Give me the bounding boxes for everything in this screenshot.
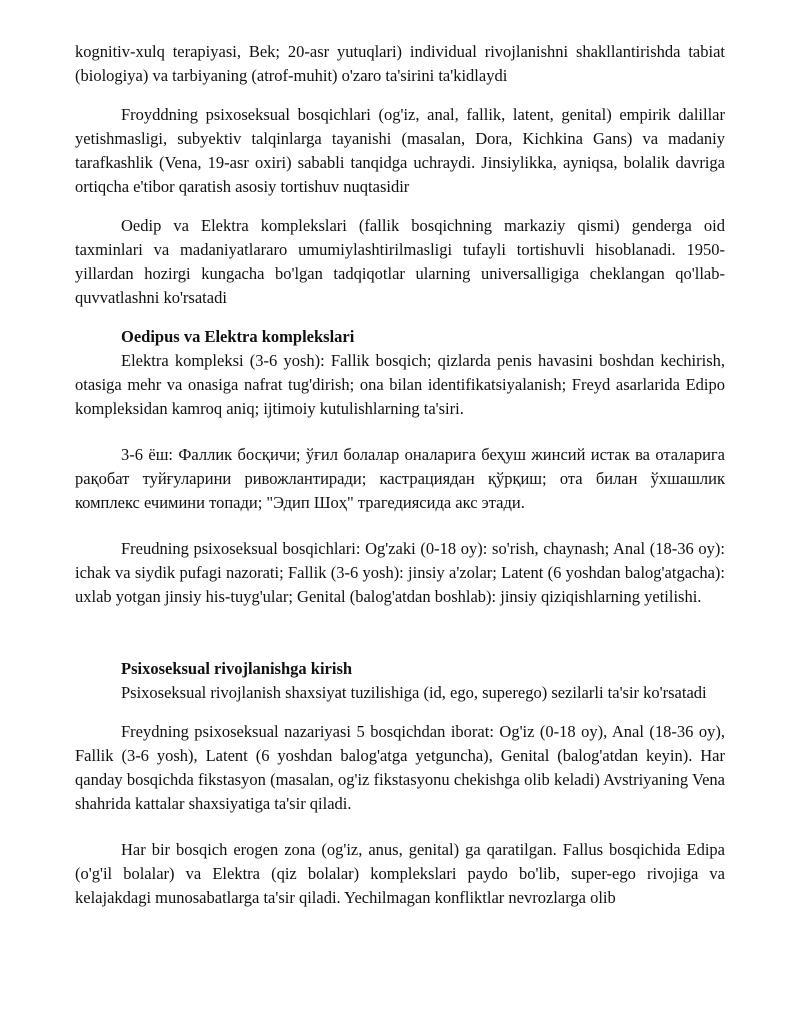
section-heading-psychosexual-intro: Psixoseksual rivojlanishga kirish	[121, 659, 353, 678]
paragraph-stages-list: Freudning psixoseksual bosqichlari: Og'zaki (0-18 oy): so'rish, chaynash; Anal (18-36 oy): ichak va siydik pufagi nazorati; Fallik (3-6 yosh): jinsiy a'zolar; Latent (6 yoshdan balog'atgacha): uxlab yotgan jinsiy his-tuyg'ular; Genital (balog'atdan boshlab): jinsiy qiziqishlarning yetilishi.	[75, 539, 725, 606]
paragraph-electra-complex: Elektra kompleksi (3-6 yosh): Fallik bosqich; qizlarda penis havasini boshdan kechirish, otasiga mehr va onasiga nafrat tug'dirish; ona bilan identifikatsiyalanish; Freyd asarlarida Edipo kompleksidan kamroq aniq; ijtimoiy kutulishlarning ta'siri.	[75, 351, 725, 418]
paragraph-nature-nurture: kognitiv-xulq terapiyasi, Bek; 20-asr yutuqlari) individual rivojlanishni shakllantirishda tabiat (biologiya) va tarbiyaning (atrof-muhit) o'zaro ta'sirini ta'kidlaydi	[75, 42, 725, 85]
section-heading-oedipus-electra: Oedipus va Elektra komplekslari	[121, 327, 355, 346]
paragraph-erogenous-zones: Har bir bosqich erogen zona (og'iz, anus, genital) ga qaratilgan. Fallus bosqichida Edipa (o'g'il bolalar) va Elektra (qiz bolalar) komplekslari paydo bo'lib, super-ego rivojiga va kelajakdagi munosabatlarga ta'sir qiladi. Yechilmagan konfliktlar nevrozlarga olib	[75, 840, 725, 907]
paragraph-phallic-cyrillic: 3-6 ёш: Фаллик босқичи; ўғил болалар оналарига беҳуш жинсий истак ва оталарига рақобат туйғуларини ривожлантиради; кастрациядан қўрқиш; ота билан ўхшашлик комплекс ечимини топади; "Эдип Шоҳ" трагедиясида акс этади.	[75, 445, 725, 512]
document-page	[75, 40, 725, 910]
paragraph-personality-structure: Psixoseksual rivojlanish shaxsiyat tuzilishiga (id, ego, superego) sezilarli ta'sir ko'rsatadi	[121, 683, 707, 702]
paragraph-five-stages: Freydning psixoseksual nazariyasi 5 bosqichdan iborat: Og'iz (0-18 oy), Anal (18-36 oy), Fallik (3-6 yosh), Latent (6 yoshdan balog'atga yetguncha), Genital (balog'atdan keyin). Har qanday bosqichda fikstasyon (masalan, og'iz fikstasyonu chekishga olib keladi) Avstriyaning Vena shahrida kattalar shaxsiyatiga ta'sir qiladi.	[75, 722, 725, 813]
paragraph-freud-criticism: Froyddning psixoseksual bosqichlari (og'iz, anal, fallik, latent, genital) empirik dalillar yetishmasligi, subyektiv talqinlarga tayanishi (masalan, Dora, Kichkina Gans) va madaniy tarafkashlik (Vena, 19-asr oxiri) sababli tanqidga uchraydi. Jinsiylikka, ayniqsa, bolalik davriga ortiqcha e'tibor qaratish asosiy tortishuv nuqtasidir	[75, 105, 725, 196]
paragraph-oedipus-controversy: Oedip va Elektra komplekslari (fallik bosqichning markaziy qismi) genderga oid taxminlari va madaniyatlararo umumiylashtirilmasligi tufayli tortishuvli hisoblanadi. 1950-yillardan hozirgi kungacha bo'lgan tadqiqotlar ularning universalligiga cheklangan qo'llab-quvvatlashni ko'rsatadi	[75, 216, 725, 307]
